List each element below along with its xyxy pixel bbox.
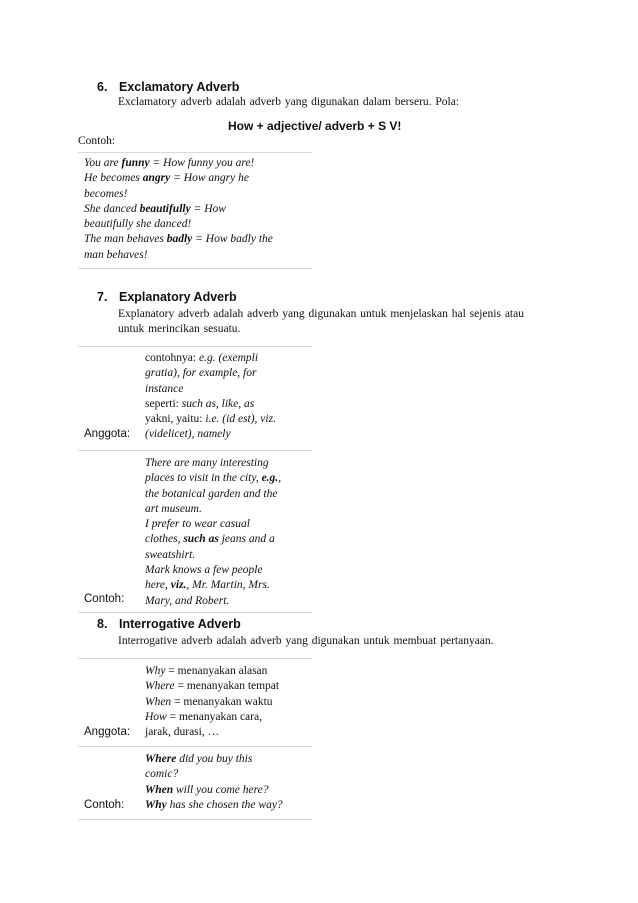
anggota-line	[145, 397, 276, 412]
section-7-number: 7.	[97, 290, 108, 304]
line-text: comic?	[145, 768, 179, 781]
line-text: You are	[84, 157, 122, 169]
divider	[78, 658, 312, 659]
line-text: here,	[145, 579, 171, 592]
question-word: Why	[145, 798, 167, 811]
anggota-line	[145, 695, 279, 710]
section-7-anggota-label: Anggota:	[84, 428, 131, 440]
line-text: did you buy this	[176, 753, 253, 765]
anggota-line	[145, 725, 279, 740]
divider	[78, 152, 312, 153]
section-8-heading	[97, 617, 241, 631]
example-line	[145, 752, 283, 767]
section-8-contoh-list	[145, 752, 283, 813]
line-text: Mark knows a few people	[145, 564, 263, 577]
question-word: How	[145, 710, 167, 723]
line-text: man behaves!	[84, 248, 148, 261]
emphasized-word: beautifully	[139, 202, 191, 215]
anggota-line	[145, 427, 276, 442]
line-text: has she chosen the way?	[166, 798, 283, 811]
line-text: = menanyakan cara,	[166, 710, 262, 723]
section-6-description: Exclamatory adverb adalah adverb yang digunakan dalam berseru. Pola:	[118, 96, 460, 108]
line-text: the botanical garden and the	[145, 487, 278, 500]
emphasized-word: funny	[121, 157, 150, 169]
divider	[78, 612, 312, 613]
anggota-line	[145, 382, 276, 397]
section-7-heading	[97, 290, 237, 304]
emphasized-word: badly	[166, 233, 193, 246]
line-text: becomes!	[84, 187, 128, 200]
anggota-line	[145, 366, 276, 381]
emphasized-word: viz.	[170, 579, 187, 592]
divider	[78, 746, 312, 747]
line-text: = menanyakan alasan	[165, 665, 268, 677]
divider	[78, 346, 312, 347]
line-text: = How angry he	[170, 172, 249, 185]
example-line	[84, 217, 273, 232]
example-line	[145, 532, 281, 547]
line-text: such as, like, as	[181, 397, 255, 410]
line-text: He becomes	[84, 172, 143, 185]
example-line	[145, 471, 281, 486]
line-text: = How funny you are!	[149, 157, 255, 169]
question-word: Where	[145, 753, 177, 765]
line-text: She danced	[84, 202, 140, 215]
line-text: places to visit in the city,	[145, 472, 262, 485]
divider	[78, 819, 312, 820]
example-line	[84, 248, 273, 263]
example-line	[145, 548, 281, 563]
line-text: clothes,	[145, 533, 184, 546]
line-text: , Mr. Martin, Mrs.	[186, 579, 270, 592]
section-8-contoh-label: Contoh:	[84, 799, 125, 811]
emphasized-word: such as	[183, 533, 219, 546]
section-7-description-line-1: Explanatory adverb adalah adverb yang digunakan untuk menjelaskan hal sejenis atau	[118, 308, 524, 320]
emphasized-word: e.g.	[261, 472, 279, 485]
section-8-anggota-label: Anggota:	[84, 726, 131, 738]
line-text: = menanyakan tempat	[174, 680, 280, 693]
line-text: ,	[278, 472, 282, 485]
line-text: (videlicet), namely	[145, 428, 231, 441]
example-line	[145, 456, 281, 471]
line-text: art museum.	[145, 502, 202, 515]
example-line	[145, 767, 283, 782]
line-text: jeans and a	[218, 533, 275, 546]
section-7-description-line-2: untuk merincikan sesuatu.	[118, 323, 241, 335]
line-text: i.e. (id est), viz.	[205, 413, 276, 426]
line-text: jarak, durasi, …	[145, 726, 220, 739]
example-line	[145, 798, 283, 813]
line-text: instance	[145, 382, 184, 395]
anggota-line	[145, 679, 279, 694]
section-7-contoh-label: Contoh:	[84, 593, 125, 605]
example-line	[145, 594, 281, 609]
section-6-heading	[97, 80, 239, 94]
line-text: = menanyakan waktu	[171, 695, 273, 708]
section-6-title: Exclamatory Adverb	[119, 80, 240, 94]
line-prefix: yakni, yaitu:	[145, 413, 206, 426]
section-6-contoh-label: Contoh:	[78, 135, 116, 147]
line-text: The man behaves	[84, 233, 167, 246]
section-8-anggota-list	[145, 664, 279, 740]
anggota-line	[145, 710, 279, 725]
section-6-pattern: How + adjective/ adverb + S V!	[228, 119, 402, 133]
anggota-line	[145, 412, 276, 427]
example-line	[84, 171, 273, 186]
line-text: Mary, and Robert.	[145, 594, 230, 607]
anggota-line	[145, 664, 279, 679]
question-word: Why	[145, 665, 166, 677]
line-text: beautifully she danced!	[84, 218, 192, 231]
line-text: will you come here?	[173, 783, 269, 796]
example-line	[145, 487, 281, 502]
line-text: e.g. (exempli	[198, 352, 259, 364]
example-line	[84, 232, 273, 247]
question-word: When	[145, 695, 172, 708]
example-line	[84, 202, 273, 217]
line-text: I prefer to wear casual	[145, 518, 250, 531]
example-line	[84, 156, 273, 171]
section-6-number: 6.	[97, 80, 108, 94]
example-line	[145, 563, 281, 578]
question-word: Where	[145, 680, 175, 693]
line-text: There are many interesting	[145, 457, 269, 469]
section-8-number: 8.	[97, 617, 108, 631]
example-line	[145, 502, 281, 517]
question-word: When	[145, 783, 174, 796]
section-8-description: Interrogative adverb adalah adverb yang digunakan untuk membuat pertanyaan.	[118, 635, 494, 647]
section-7-contoh-list	[145, 456, 281, 609]
emphasized-word: angry	[142, 172, 171, 185]
example-line	[145, 783, 283, 798]
anggota-line	[145, 351, 276, 366]
line-prefix: contohnya:	[145, 352, 199, 364]
divider	[78, 268, 312, 269]
section-6-examples	[84, 156, 273, 263]
line-text: sweatshirt.	[145, 548, 196, 561]
line-text: = How badly the	[192, 233, 273, 246]
example-line	[145, 578, 281, 593]
section-8-title: Interrogative Adverb	[119, 617, 241, 631]
section-7-anggota-list	[145, 351, 276, 443]
line-text: = How	[190, 202, 226, 215]
section-7-title: Explanatory Adverb	[119, 290, 237, 304]
divider	[78, 450, 312, 451]
example-line	[84, 187, 273, 202]
line-text: gratia), for example, for	[145, 367, 257, 380]
line-prefix: seperti:	[145, 397, 182, 410]
example-line	[145, 517, 281, 532]
